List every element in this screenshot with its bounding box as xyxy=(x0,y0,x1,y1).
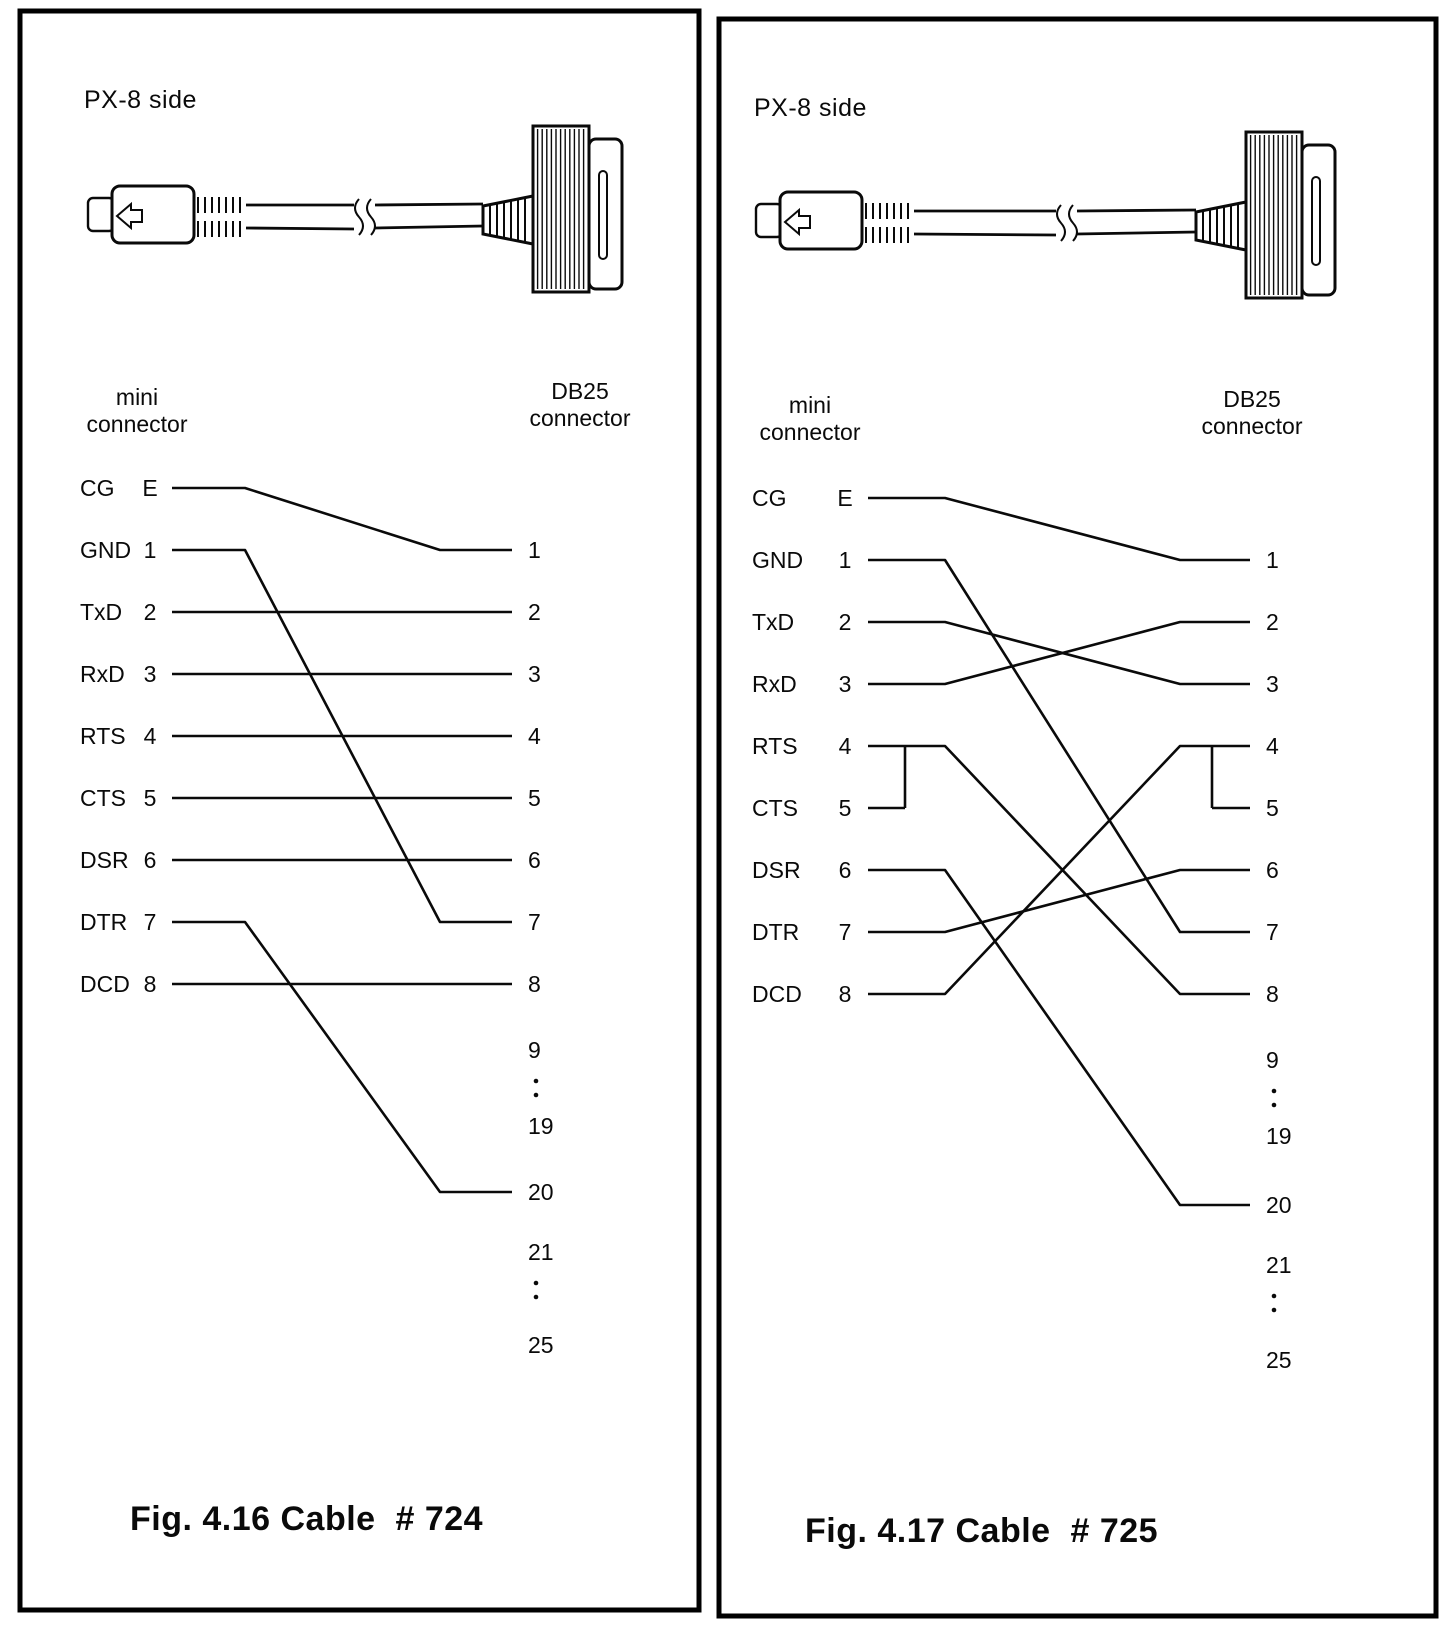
signal-name-label: GND xyxy=(752,547,804,573)
signal-name-label: CG xyxy=(752,485,787,511)
px8-side-label: PX-8 side xyxy=(84,86,197,114)
db25-pin-number: 9 xyxy=(528,1037,541,1063)
db25-pin-number: 9 xyxy=(1266,1047,1279,1073)
mini-pin-number: 2 xyxy=(838,609,852,635)
db25-pin-number: 7 xyxy=(1266,919,1279,945)
mini-pin-number: E xyxy=(837,485,853,511)
wire-E-1 xyxy=(868,498,1250,560)
db25-pin-number: 6 xyxy=(1266,857,1279,883)
mini-pin-number: E xyxy=(142,475,158,501)
mini-pin-number: 8 xyxy=(143,971,157,997)
wire-E-1 xyxy=(172,488,512,550)
wire-6-20 xyxy=(868,870,1250,1205)
db25-pin-number: 8 xyxy=(528,971,541,997)
mini-pin-number: 6 xyxy=(143,847,157,873)
signal-name-label: CG xyxy=(80,475,115,501)
db25-pin-number: 1 xyxy=(528,537,541,563)
signal-name-label: DSR xyxy=(752,857,801,883)
mini-connector-header-line2: connector xyxy=(86,411,188,437)
ellipsis-dot xyxy=(534,1281,539,1286)
db25-pin-number: 3 xyxy=(1266,671,1279,697)
mini-connector-header-line1: mini xyxy=(115,384,159,410)
signal-name-label: RTS xyxy=(752,733,798,759)
ellipsis-dot xyxy=(1272,1089,1277,1094)
mini-connector-header-line2: connector xyxy=(759,419,861,445)
cable-illustration xyxy=(756,132,1335,298)
db25-pin-number: 20 xyxy=(528,1179,554,1205)
mini-pin-number: 7 xyxy=(143,909,157,935)
db25-hood-slot xyxy=(1312,177,1320,265)
signal-name-label: RxD xyxy=(80,661,125,687)
mini-pin-number: 4 xyxy=(838,733,852,759)
ellipsis-dot xyxy=(1272,1308,1277,1313)
ellipsis-dot xyxy=(534,1079,539,1084)
cable-illustration xyxy=(88,126,622,292)
signal-name-label: DCD xyxy=(80,971,130,997)
signal-name-label: CTS xyxy=(752,795,798,821)
figure-panel xyxy=(719,19,1436,1616)
figure-caption: Fig. 4.16 Cable # 724 xyxy=(130,1500,484,1538)
db25-pin-number: 4 xyxy=(528,723,541,749)
mini-pin-number: 1 xyxy=(143,537,157,563)
signal-name-label: TxD xyxy=(752,609,795,635)
db25-pin-number: 4 xyxy=(1266,733,1279,759)
db25-connector-header-line2: connector xyxy=(1201,413,1303,439)
db25-pin-number: 2 xyxy=(1266,609,1279,635)
mini-pin-number: 3 xyxy=(838,671,852,697)
cable-break-mark xyxy=(355,199,363,235)
signal-name-label: DTR xyxy=(80,909,128,935)
db25-pin-number: 21 xyxy=(1266,1252,1292,1278)
db25-pin-number: 21 xyxy=(528,1239,554,1265)
cable-break-mark xyxy=(1057,205,1065,241)
mini-pin-number: 1 xyxy=(838,547,852,573)
db25-connector-header-line1: DB25 xyxy=(551,378,609,404)
db25-pin-number: 19 xyxy=(528,1113,554,1139)
mini-pin-number: 5 xyxy=(838,795,852,821)
db25-pin-number: 7 xyxy=(528,909,541,935)
signal-name-label: TxD xyxy=(80,599,123,625)
signal-name-label: RTS xyxy=(80,723,126,749)
mini-pin-number: 4 xyxy=(143,723,157,749)
ellipsis-dot xyxy=(534,1295,539,1300)
mini-plug-tip xyxy=(88,198,114,231)
signal-name-label: RxD xyxy=(752,671,797,697)
px8-side-label: PX-8 side xyxy=(754,94,867,122)
wire-3-2 xyxy=(868,622,1250,684)
ellipsis-dot xyxy=(1272,1103,1277,1108)
signal-name-label: GND xyxy=(80,537,132,563)
signal-name-label: DCD xyxy=(752,981,802,1007)
db25-pin-number: 5 xyxy=(1266,795,1279,821)
mini-pin-number: 7 xyxy=(838,919,852,945)
figure-panel xyxy=(20,11,699,1610)
mini-pin-number: 2 xyxy=(143,599,157,625)
db25-connector-header-line1: DB25 xyxy=(1223,386,1281,412)
signal-name-label: DSR xyxy=(80,847,129,873)
db25-pin-number: 6 xyxy=(528,847,541,873)
ellipsis-dot xyxy=(534,1093,539,1098)
db25-pin-number: 20 xyxy=(1266,1192,1292,1218)
db25-pin-number: 8 xyxy=(1266,981,1279,1007)
mini-pin-number: 3 xyxy=(143,661,157,687)
db25-pin-number: 25 xyxy=(528,1332,554,1358)
db25-pin-number: 1 xyxy=(1266,547,1279,573)
db25-pin-number: 5 xyxy=(528,785,541,811)
db25-pin-number: 19 xyxy=(1266,1123,1292,1149)
mini-plug-tip xyxy=(756,204,782,237)
db25-pin-number: 3 xyxy=(528,661,541,687)
signal-name-label: DTR xyxy=(752,919,800,945)
ellipsis-dot xyxy=(1272,1294,1277,1299)
wire-7-20 xyxy=(172,922,512,1192)
signal-name-label: CTS xyxy=(80,785,126,811)
wire-7-6 xyxy=(868,870,1250,932)
mini-pin-number: 6 xyxy=(838,857,852,883)
figure-caption: Fig. 4.17 Cable # 725 xyxy=(805,1512,1159,1550)
db25-hood-slot xyxy=(599,171,607,259)
mini-pin-number: 8 xyxy=(838,981,852,1007)
mini-connector-header-line1: mini xyxy=(788,392,832,418)
db25-connector-header-line2: connector xyxy=(529,405,631,431)
db25-pin-number: 2 xyxy=(528,599,541,625)
mini-pin-number: 5 xyxy=(143,785,157,811)
db25-pin-number: 25 xyxy=(1266,1347,1292,1373)
